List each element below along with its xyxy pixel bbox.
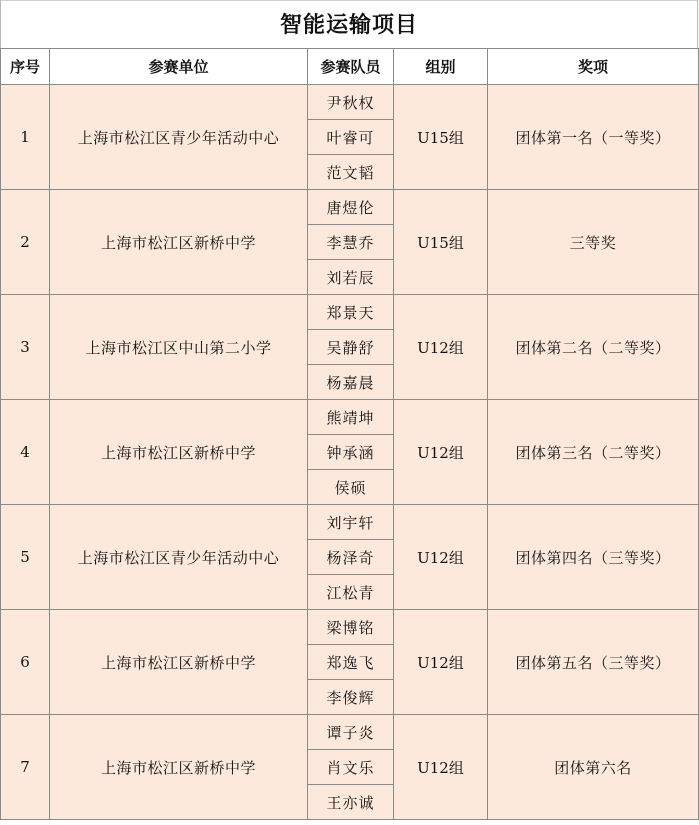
cell-award: 团体第二名（二等奖） <box>488 295 699 400</box>
cell-member: 李慧乔 <box>308 225 394 260</box>
cell-member: 叶睿可 <box>308 120 394 155</box>
cell-seq: 5 <box>1 505 50 610</box>
cell-member: 郑景天 <box>308 295 394 330</box>
cell-group: U12组 <box>394 400 488 505</box>
cell-award: 团体第五名（三等奖） <box>488 610 699 715</box>
cell-member: 唐煜伦 <box>308 190 394 225</box>
cell-award: 三等奖 <box>488 190 699 295</box>
cell-award: 团体第一名（一等奖） <box>488 85 699 190</box>
cell-member: 李俊辉 <box>308 680 394 715</box>
results-table <box>0 48 699 820</box>
table-row <box>1 295 699 330</box>
cell-member: 杨泽奇 <box>308 540 394 575</box>
cell-group: U12组 <box>394 610 488 715</box>
cell-group: U12组 <box>394 295 488 400</box>
cell-member: 吴静舒 <box>308 330 394 365</box>
table-row <box>1 505 699 540</box>
table-body <box>1 85 699 820</box>
cell-member: 郑逸飞 <box>308 645 394 680</box>
cell-group: U12组 <box>394 715 488 820</box>
cell-member: 肖文乐 <box>308 750 394 785</box>
cell-member: 杨嘉晨 <box>308 365 394 400</box>
header-award: 奖项 <box>488 49 699 85</box>
cell-unit: 上海市松江区新桥中学 <box>50 400 308 505</box>
cell-seq: 2 <box>1 190 50 295</box>
cell-member: 尹秋权 <box>308 85 394 120</box>
cell-group: U15组 <box>394 190 488 295</box>
table-row <box>1 190 699 225</box>
cell-award: 团体第四名（三等奖） <box>488 505 699 610</box>
cell-group: U15组 <box>394 85 488 190</box>
sheet-title: 智能运输项目 <box>0 0 698 48</box>
cell-member: 刘若辰 <box>308 260 394 295</box>
cell-seq: 7 <box>1 715 50 820</box>
cell-award: 团体第三名（二等奖） <box>488 400 699 505</box>
cell-unit: 上海市松江区青少年活动中心 <box>50 505 308 610</box>
cell-award: 团体第六名 <box>488 715 699 820</box>
table-row <box>1 400 699 435</box>
cell-unit: 上海市松江区新桥中学 <box>50 190 308 295</box>
table-row <box>1 715 699 750</box>
cell-seq: 3 <box>1 295 50 400</box>
table-row <box>1 610 699 645</box>
cell-member: 江松青 <box>308 575 394 610</box>
header-unit: 参赛单位 <box>50 49 308 85</box>
header-seq: 序号 <box>1 49 50 85</box>
cell-seq: 4 <box>1 400 50 505</box>
cell-member: 刘宇轩 <box>308 505 394 540</box>
cell-member: 谭子炎 <box>308 715 394 750</box>
cell-unit: 上海市松江区新桥中学 <box>50 610 308 715</box>
cell-member: 钟承涵 <box>308 435 394 470</box>
cell-member: 侯硕 <box>308 470 394 505</box>
cell-unit: 上海市松江区新桥中学 <box>50 715 308 820</box>
cell-member: 熊靖坤 <box>308 400 394 435</box>
cell-member: 范文韬 <box>308 155 394 190</box>
header-row <box>1 49 699 85</box>
cell-member: 王亦诚 <box>308 785 394 820</box>
cell-member: 梁博铭 <box>308 610 394 645</box>
table-row <box>1 85 699 120</box>
cell-group: U12组 <box>394 505 488 610</box>
cell-unit: 上海市松江区中山第二小学 <box>50 295 308 400</box>
header-group: 组别 <box>394 49 488 85</box>
cell-unit: 上海市松江区青少年活动中心 <box>50 85 308 190</box>
cell-seq: 1 <box>1 85 50 190</box>
cell-seq: 6 <box>1 610 50 715</box>
header-members: 参赛队员 <box>308 49 394 85</box>
